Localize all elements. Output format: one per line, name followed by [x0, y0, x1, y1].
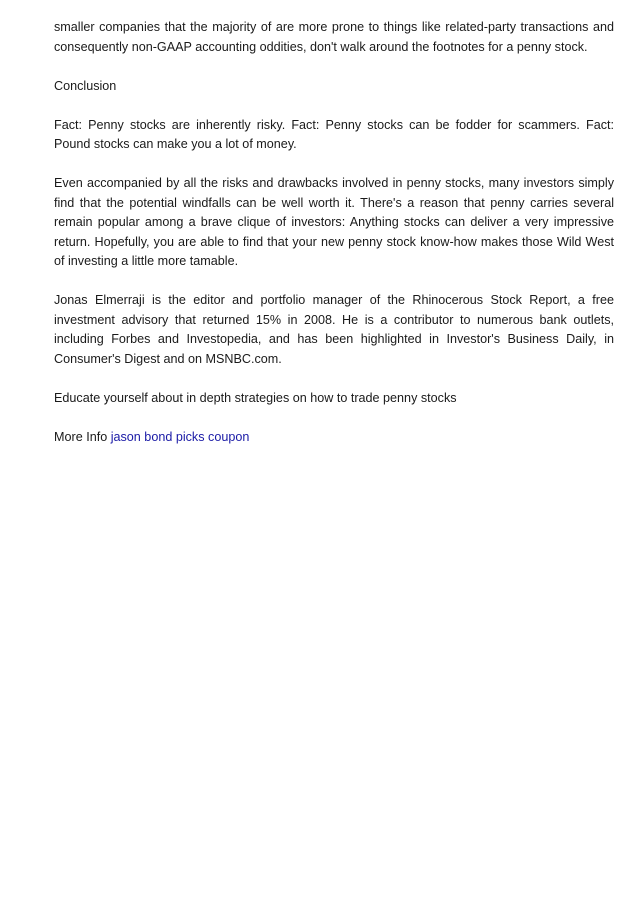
paragraph-footnotes: smaller companies that the majority of are more prone to things like related-party transactions and consequently non-GAAP accounting oddities, don't walk around the footnotes for a penny stock.	[54, 20, 614, 54]
more-info-prefix: More Info	[54, 429, 108, 444]
paragraph-educate: Educate yourself about in depth strategies on how to trade penny stocks	[54, 390, 457, 405]
more-info-line	[54, 428, 614, 448]
document-page	[54, 18, 614, 467]
paragraph-facts: Fact: Penny stocks are inherently risky. Fact: Penny stocks can be fodder for scammers. Fact: Pound stocks can make you a lot of money.	[54, 117, 614, 151]
paragraph-risks: Even accompanied by all the risks and drawbacks involved in penny stocks, many investors simply find that the potential windfalls can be well worth it. There's a reason that penny carries several remain popular among a brave clique of investors: Anything stocks can deliver a very impressive return. Hopefully, you are able to find that your new penny stock know-how makes those Wild West of investing a little more tamable.	[54, 176, 614, 268]
more-info-link[interactable]: jason bond picks coupon	[110, 429, 250, 444]
section-heading-conclusion: Conclusion	[54, 78, 117, 93]
paragraph-author-bio: Jonas Elmerraji is the editor and portfolio manager of the Rhinocerous Stock Report, a free investment advisory that returned 15% in 2008. He is a contributor to numerous bank outlets, including Forbes and Investopedia, and has been highlighted in Investor's Business Daily, in Consumer's Digest and on MSNBC.com.	[54, 293, 614, 366]
